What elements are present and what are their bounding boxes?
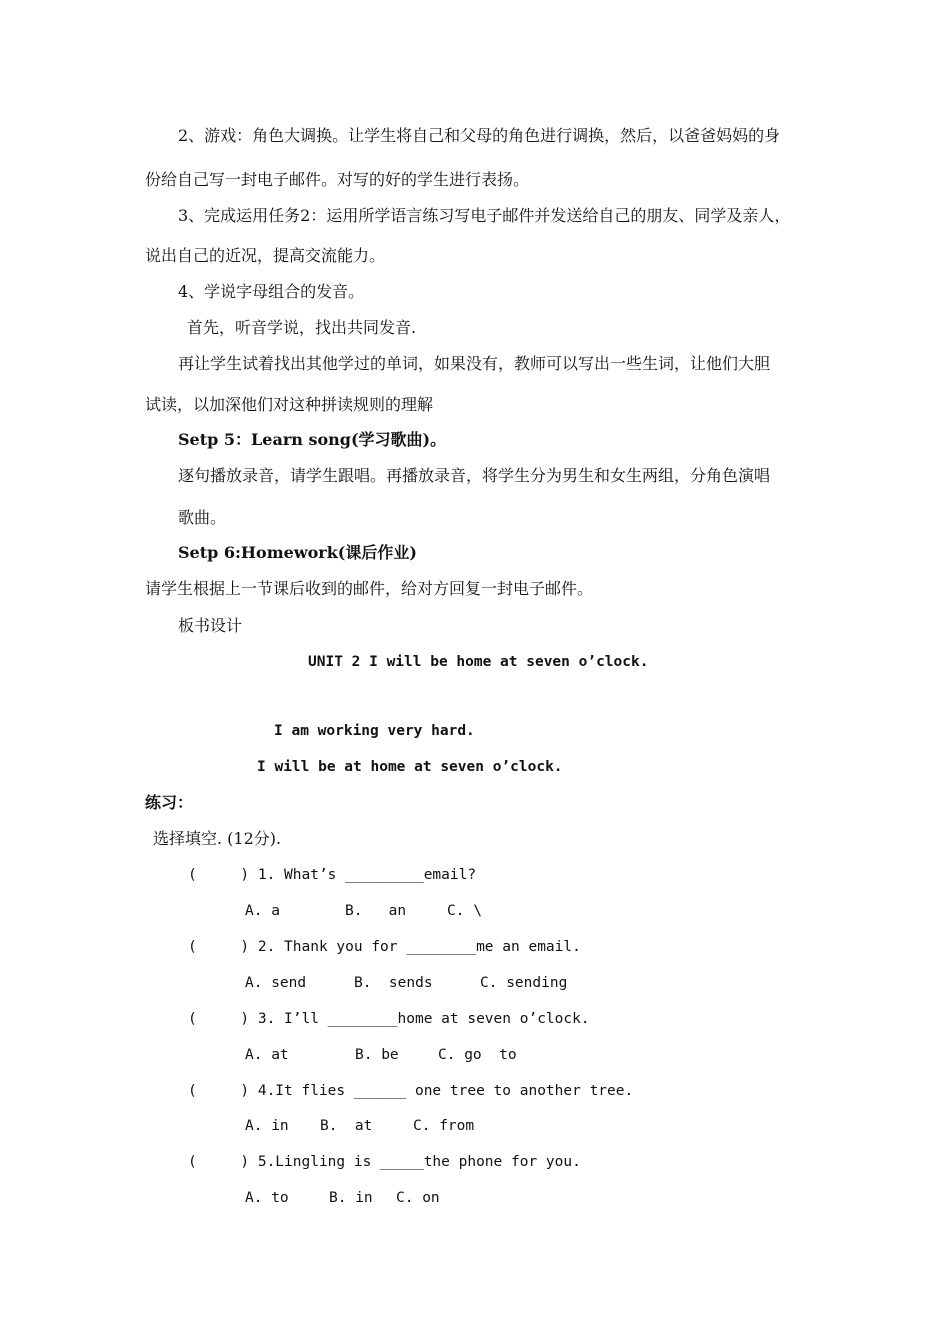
board-line-1: I am working very hard. [274,723,475,739]
question-3-option-a: A. at [245,1047,289,1063]
question-1-option-a: A. a [245,903,280,919]
question-5-option-c: C. on [396,1190,440,1206]
paragraph-listen: 首先，听音学说，找出共同发音. [187,318,417,337]
question-3-option-b: B. be [355,1047,399,1063]
question-2: ( ) 2. Thank you for ________me an email. [188,939,581,955]
question-4-option-b: B. at [320,1118,373,1134]
question-3-option-c: C. go to [438,1047,517,1063]
exercise-heading: 练习： [145,793,194,812]
step-5-heading: Setp 5：Learn song(学习歌曲)。 [178,430,447,449]
question-5-option-b: B. in [329,1190,373,1206]
paragraph-words-2: 试读，以加深他们对这种拼读规则的理解 [145,395,434,414]
question-4-option-a: A. in [245,1118,289,1134]
paragraph-game-1: 2、游戏：角色大调换。让学生将自己和父母的角色进行调换，然后，以爸爸妈妈的身 [178,126,781,145]
paragraph-song-2: 歌曲。 [178,508,227,527]
question-5-option-a: A. to [245,1190,289,1206]
question-4: ( ) 4.It flies ______ one tree to another tree. [188,1083,634,1099]
question-2-option-c: C. sending [480,975,568,991]
paragraph-homework: 请学生根据上一节课后收到的邮件，给对方回复一封电子邮件。 [145,579,594,598]
paragraph-song-1: 逐句播放录音，请学生跟唱。再播放录音，将学生分为男生和女生两组，分角色演唱 [178,466,771,485]
paragraph-words-1: 再让学生试着找出其他学过的单词，如果没有，教师可以写出一些生词，让他们大胆 [178,354,771,373]
paragraph-game-2: 份给自己写一封电子邮件。对写的好的学生进行表扬。 [145,170,530,189]
paragraph-task-2: 说出自己的近况，提高交流能力。 [145,246,386,265]
board-unit-title: UNIT 2 I will be home at seven o’clock. [308,654,649,670]
step-6-heading: Setp 6:Homework(课后作业) [178,543,417,562]
question-1: ( ) 1. What’s _________email? [188,867,477,883]
paragraph-pronunciation: 4、学说字母组合的发音。 [178,282,365,301]
question-5: ( ) 5.Lingling is _____the phone for you. [188,1154,581,1170]
question-1-option-c: C. \ [447,903,482,919]
question-3: ( ) 3. I’ll ________home at seven o’clock. [188,1011,590,1027]
exercise-intro: 选择填空. (12分). [153,829,282,848]
question-2-option-a: A. send [245,975,307,991]
question-1-option-b: B. an [345,903,407,919]
board-line-2: I will be at home at seven o’clock. [257,759,563,775]
board-design-title: 板书设计 [178,616,243,635]
question-4-option-c: C. from [413,1118,475,1134]
question-2-option-b: B. sends [354,975,433,991]
paragraph-task-1: 3、完成运用任务2：运用所学语言练习写电子邮件并发送给自己的朋友、同学及亲人， [178,206,791,225]
